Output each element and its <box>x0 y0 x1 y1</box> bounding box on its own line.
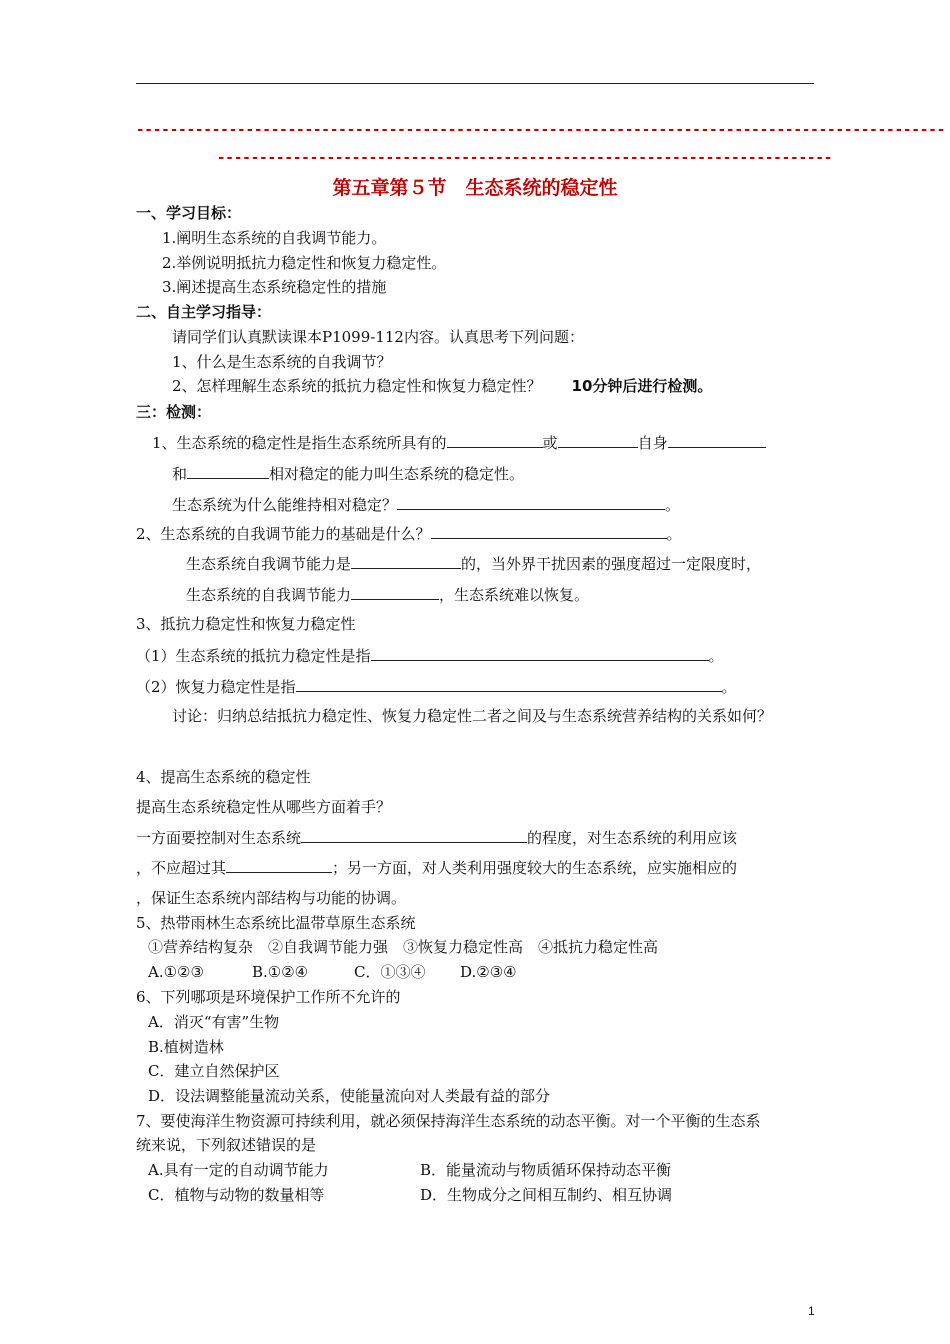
q5-option-c[interactable]: C．①③④ <box>354 963 426 981</box>
q4-line-2 <box>136 857 737 878</box>
q7-stem-line-1: 7、要使海洋生物资源可持续利用，就必须保持海洋生态系统的动态平衡。对一个平衡的生态系 <box>136 1112 761 1130</box>
q6-option-d[interactable]: D．设法调整能量流动关系，使能量流向对人类最有益的部分 <box>148 1087 551 1105</box>
q1-blank-4[interactable] <box>187 463 269 479</box>
header-rule <box>136 83 814 84</box>
q5-options <box>148 962 517 982</box>
q2-text-e: 生态系统的自我调节能力 <box>186 586 352 604</box>
q3-p2-end: 。 <box>721 678 737 696</box>
q2-text-c: 生态系统自我调节能力是 <box>186 555 352 573</box>
q1-text-f: 生态系统为什么能维持相对稳定？ <box>172 496 398 514</box>
section-heading-guidance: 二、自主学习指导： <box>136 303 272 321</box>
objective-2: 2.举例说明抵抗力稳定性和恢复力稳定性。 <box>162 254 447 272</box>
q4-heading: 4、提高生态系统的稳定性 <box>136 768 311 786</box>
q5-statements: ①营养结构复杂 ②自我调节能力强 ③恢复力稳定性高 ④抵抗力稳定性高 <box>148 938 659 956</box>
q3-part-1 <box>136 645 724 666</box>
guidance-intro: 请同学们认真默读课本P1099-112内容。认真思考下列问题： <box>172 328 584 346</box>
q4-l2b: ；另一方面，对人类利用强度较大的生态系统，应实施相应的 <box>332 859 738 877</box>
q3-p2-text: （2）恢复力稳定性是指 <box>136 678 296 696</box>
q4-l1a: 一方面要控制对生态系统 <box>136 829 302 847</box>
q3-discussion: 讨论：归纳总结抵抗力稳定性、恢复力稳定性二者之间及与生态系统营养结构的关系如何？ <box>172 707 773 725</box>
q2-text-f: ，生态系统难以恢复。 <box>439 586 590 604</box>
page-title: 第五章第５节 生态系统的稳定性 <box>332 177 618 199</box>
guidance-note: 10分钟后进行检测。 <box>571 377 713 395</box>
header-dash-line-2: ------------------------------------------------------------------------- <box>217 150 833 166</box>
q4-blank-1[interactable] <box>301 827 527 843</box>
q2-blank-1[interactable] <box>431 523 667 539</box>
objective-1: 1.阐明生态系统的自我调节能力。 <box>162 229 387 247</box>
guidance-question-1: 1、什么是生态系统的自我调节？ <box>172 353 392 371</box>
section-heading-objectives: 一、学习目标： <box>136 204 242 222</box>
q7-option-d[interactable]: D．生物成分之间相互制约、相互协调 <box>420 1186 673 1204</box>
q6-option-c[interactable]: C．建立自然保护区 <box>148 1062 280 1080</box>
q1-blank-2[interactable] <box>558 432 638 448</box>
q1-line-2 <box>172 463 524 484</box>
q2-blank-3[interactable] <box>351 584 439 600</box>
q1-line-1 <box>152 432 766 453</box>
q1-text-e: 相对稳定的能力叫生态系统的稳定性。 <box>269 465 525 483</box>
guidance-question-2-line <box>172 376 712 396</box>
q4-l2a: ，不应超过其 <box>136 859 227 877</box>
q2-text-a: 2、生态系统的自我调节能力的基础是什么？ <box>136 525 431 543</box>
q3-blank-2[interactable] <box>296 676 722 692</box>
q3-blank-1[interactable] <box>371 645 709 661</box>
q1-text-d: 和 <box>172 465 188 483</box>
q4-l1b: 的程度，对生态系统的利用应该 <box>527 829 738 847</box>
q3-heading: 3、抵抗力稳定性和恢复力稳定性 <box>136 615 356 633</box>
guidance-question-2: 2、怎样理解生态系统的抵抗力稳定性和恢复力稳定性？ <box>172 377 542 395</box>
q2-text-b: 。 <box>666 525 682 543</box>
q4-line-3: ，保证生态系统内部结构与功能的协调。 <box>136 889 407 907</box>
q6-option-a[interactable]: A．消灭“有害”生物 <box>148 1013 280 1031</box>
q4-line-1 <box>136 827 737 848</box>
q5-option-d[interactable]: D.②③④ <box>460 963 517 981</box>
q5-option-a[interactable]: A.①②③ <box>148 963 204 981</box>
q1-blank-5[interactable] <box>397 494 665 510</box>
q7-option-a[interactable]: A.具有一定的自动调节能力 <box>148 1161 329 1179</box>
q7-stem-line-2: 统来说，下列叙述错误的是 <box>136 1136 317 1154</box>
section-heading-test: 三：检测： <box>136 403 212 421</box>
q6-option-b[interactable]: B.植树造林 <box>148 1038 224 1056</box>
q3-p1-end: 。 <box>708 647 724 665</box>
q2-blank-2[interactable] <box>351 553 461 569</box>
q1-blank-1[interactable] <box>447 432 543 448</box>
q6-stem: 6、下列哪项是环境保护工作所不允许的 <box>136 988 401 1006</box>
q1-text-g: 。 <box>665 496 681 514</box>
q1-blank-3[interactable] <box>668 432 766 448</box>
q2-text-d: 的，当外界干扰因素的强度超过一定限度时， <box>461 555 762 573</box>
header-dash-line-1: ------------------------------------------------------------------------------------------------ <box>136 122 946 138</box>
q1-text-c: 自身 <box>637 434 668 452</box>
q7-option-b[interactable]: B．能量流动与物质循环保持动态平衡 <box>420 1161 672 1179</box>
q1-text-b: 或 <box>542 434 558 452</box>
q1-line-3 <box>172 494 680 515</box>
objective-3: 3.阐述提高生态系统稳定性的措施 <box>162 278 387 296</box>
q5-option-b[interactable]: B.①②④ <box>252 963 309 981</box>
q3-part-2 <box>136 676 737 697</box>
q4-blank-2[interactable] <box>226 857 332 873</box>
q1-text-a: 1、生态系统的稳定性是指生态系统所具有的 <box>152 434 447 452</box>
page-number: 1 <box>808 1304 815 1318</box>
q2-line-1 <box>136 523 682 544</box>
q7-option-c[interactable]: C．植物与动物的数量相等 <box>148 1186 325 1204</box>
q4-sub: 提高生态系统稳定性从哪些方面着手？ <box>136 798 392 816</box>
q3-p1-text: （1）生态系统的抵抗力稳定性是指 <box>136 647 371 665</box>
q2-line-2 <box>186 553 761 574</box>
q2-line-3 <box>186 584 589 605</box>
q5-stem: 5、热带雨林生态系统比温带草原生态系统 <box>136 914 416 932</box>
